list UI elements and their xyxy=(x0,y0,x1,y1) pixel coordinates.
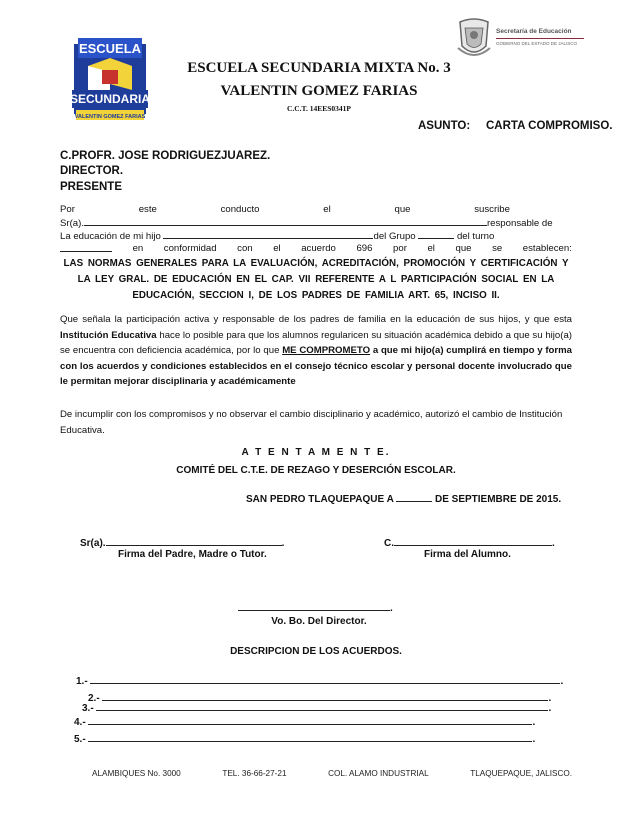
intro-word: suscribe xyxy=(474,204,510,215)
intro-word: el xyxy=(427,243,435,254)
group-field[interactable] xyxy=(418,229,454,239)
intro-line-2 xyxy=(60,216,572,230)
agreement-item: 2.- . xyxy=(88,693,552,704)
day-field[interactable] xyxy=(396,492,432,502)
place-label: SAN PEDRO TLAQUEPAQUE A xyxy=(246,494,394,505)
agreement-item: 4.- . xyxy=(74,717,536,728)
intro-line-1 xyxy=(60,203,572,216)
agreement-field[interactable] xyxy=(88,716,532,725)
main-part-2: hace lo posible para que los alumnos regularicen su situación académica debido a que su hijo(a) se encuentra con deficiencia académica, por lo que xyxy=(60,329,572,357)
agreement-field[interactable] xyxy=(102,692,548,701)
government-logo xyxy=(496,28,588,36)
intro-word: conformidad xyxy=(163,243,217,254)
student-signature-line: C. . xyxy=(384,538,555,549)
atentamente: A T E N T A M E N T E. xyxy=(241,447,391,458)
agreement-number: 4.- xyxy=(74,717,86,728)
intro-word: el xyxy=(323,204,331,215)
agreement-field[interactable] xyxy=(96,702,548,711)
footer-street: ALAMBIQUES No. 3000 xyxy=(92,769,181,778)
guardian-signature-line: Sr(a). . xyxy=(80,538,285,549)
intro-line-3 xyxy=(60,229,572,243)
logo-bottom-text: SECUNDARIA xyxy=(69,92,151,106)
addressee-title: DIRECTOR. xyxy=(60,165,124,177)
child-label: La educación de mi hijo xyxy=(60,231,161,242)
intro-word: Por xyxy=(60,204,75,215)
logo-caption: VALENTIN GOMEZ FARIAS xyxy=(74,114,146,120)
grupo-label: del Grupo xyxy=(373,231,416,242)
intro-line-4 xyxy=(60,242,572,255)
shift-field[interactable] xyxy=(60,242,112,252)
intro-word: conducto xyxy=(220,204,260,215)
agreement-item: 3.- . xyxy=(82,703,552,714)
intro-word: el xyxy=(273,243,281,254)
footer-phone: TEL. 36-66-27-21 xyxy=(222,769,287,778)
footer-city: TLAQUEPAQUE, JALISCO. xyxy=(470,769,572,778)
gov-subtitle-wrap xyxy=(496,41,588,47)
intro-word: 696 xyxy=(356,243,373,254)
main-part-3: a que mi hijo(a) cumplirá en tiempo y forma con los acuerdos y condiciones establecidos en el consejo técnico escolar y personal docente involucrado que le permitan mejorar disciplinaria y académicamente xyxy=(60,345,572,388)
main-part-1: Que señala la participación activa y responsable de los padres de familia en la educación de sus hijos, y que esta xyxy=(60,314,572,325)
second-paragraph: De incumplir con los compromisos y no observar el cambio disciplinario y académico, autorizó el cambio de Institución Educativa. xyxy=(60,409,563,436)
school-cct: C.C.T. 14EES0341P xyxy=(286,104,352,113)
school-subtitle: VALENTIN GOMEZ FARIAS xyxy=(220,83,418,99)
intro-word: por xyxy=(393,243,407,254)
agreements-title: DESCRIPCION DE LOS ACUERDOS. xyxy=(230,646,402,657)
intro-word: con xyxy=(237,243,253,254)
gov-title: Secretaría de Educación xyxy=(496,28,572,35)
main-paragraph xyxy=(60,312,572,390)
child-name-field[interactable] xyxy=(163,229,373,239)
sr-prefix: Sr(a). xyxy=(60,218,84,229)
gov-subtitle: GOBIERNO DEL ESTADO DE JALISCO xyxy=(496,41,578,46)
student-signature-label: Firma del Alumno. xyxy=(424,549,511,560)
sr-signature-prefix: Sr(a). xyxy=(80,538,106,549)
agreement-number: 3.- xyxy=(82,703,94,714)
agreement-number: 5.- xyxy=(74,734,86,745)
date-label: DE SEPTIEMBRE DE 2015. xyxy=(434,494,562,505)
footer xyxy=(92,769,572,778)
responsible-label: responsable de xyxy=(486,218,553,229)
place-date-line xyxy=(246,492,561,505)
subject-label: ASUNTO: xyxy=(418,120,471,132)
intro-word: que xyxy=(455,243,472,254)
intro-word: que xyxy=(394,204,411,215)
school-name: ESCUELA SECUNDARIA MIXTA No. 3 xyxy=(187,60,451,76)
agreement-item: 5.- . xyxy=(74,734,536,745)
intro-word: en xyxy=(132,243,144,254)
school-logo xyxy=(68,38,152,126)
guardian-name-field[interactable] xyxy=(84,216,487,226)
student-signature-field[interactable] xyxy=(394,536,552,546)
agreement-field[interactable] xyxy=(90,675,560,684)
committee-name: COMITÉ DEL C.T.E. DE REZAGO Y DESERCIÓN ESCOLAR. xyxy=(176,465,456,476)
director-signature-field[interactable] xyxy=(238,601,390,611)
addressee-greeting: PRESENTE xyxy=(60,181,122,193)
institution-name: Institución Educativa xyxy=(60,329,157,341)
state-seal-icon xyxy=(456,18,492,60)
agreement-field[interactable] xyxy=(88,733,532,742)
intro-word: este xyxy=(138,204,157,215)
logo-top-text: ESCUELA xyxy=(78,41,142,56)
intro-word: establecen: xyxy=(522,243,572,254)
addressee-name: C.PROFR. JOSE RODRIGUEZJUAREZ. xyxy=(60,150,271,162)
gov-divider xyxy=(496,38,584,39)
norms-text: LAS NORMAS GENERALES PARA LA EVALUACIÓN, ACREDITACIÓN, PROMOCIÓN Y CERTIFICACIÓN Y LA LEY GRAL. DE EDUCACIÓN EN EL CAP. VII REFERENTE A L PARTICIPACIÓN SOCIAL EN LA EDUCACIÓN, SECCION I, DE LOS PADRES DE FAMILIA ART. 65, INCISO II. xyxy=(63,258,569,301)
agreement-item: 1.- . xyxy=(76,676,564,687)
director-signature-label: Vo. Bo. Del Director. xyxy=(271,616,367,627)
footer-colony: COL. ALAMO INDUSTRIAL xyxy=(328,769,429,778)
director-signature-line: . xyxy=(238,601,393,614)
intro-word: acuerdo xyxy=(301,243,336,254)
intro-word: se xyxy=(492,243,503,254)
guardian-signature-label: Firma del Padre, Madre o Tutor. xyxy=(118,549,267,560)
agreement-number: 2.- xyxy=(88,693,100,704)
turno-label: del turno xyxy=(456,231,495,242)
guardian-signature-field[interactable] xyxy=(106,536,282,546)
subject-value: CARTA COMPROMISO. xyxy=(486,120,613,132)
commitment-phrase: ME COMPROMETO xyxy=(282,345,371,357)
c-signature-prefix: C. xyxy=(384,538,394,549)
agreement-number: 1.- xyxy=(76,676,88,687)
